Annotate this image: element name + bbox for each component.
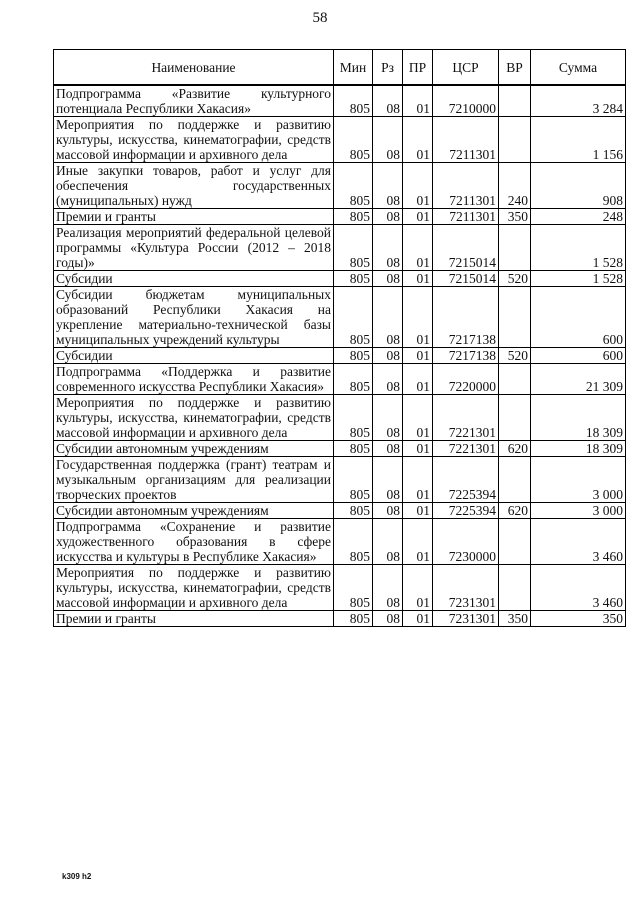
cell-rz: 08 bbox=[373, 565, 403, 611]
table-row bbox=[54, 225, 626, 271]
table-row bbox=[54, 287, 626, 348]
cell-name: Субсидии bbox=[54, 348, 334, 364]
cell-vr bbox=[499, 117, 531, 163]
cell-name: Субсидии bbox=[54, 271, 334, 287]
cell-pr: 01 bbox=[403, 441, 433, 457]
cell-rz: 08 bbox=[373, 225, 403, 271]
cell-pr: 01 bbox=[403, 287, 433, 348]
cell-csr: 7231301 bbox=[433, 565, 499, 611]
cell-pr: 01 bbox=[403, 364, 433, 395]
cell-pr: 01 bbox=[403, 395, 433, 441]
cell-sum: 3 460 bbox=[531, 565, 626, 611]
cell-csr: 7217138 bbox=[433, 287, 499, 348]
header-pr: ПР bbox=[403, 50, 433, 86]
cell-name: Субсидии автономным учреждениям bbox=[54, 503, 334, 519]
cell-min: 805 bbox=[334, 395, 373, 441]
table-row bbox=[54, 611, 626, 627]
cell-sum: 1 156 bbox=[531, 117, 626, 163]
table-row bbox=[54, 519, 626, 565]
cell-pr: 01 bbox=[403, 519, 433, 565]
cell-name: Мероприятия по поддержке и развитию культуры, искусства, кинематографии, средств массовой информации и архивного дела bbox=[54, 395, 334, 441]
cell-vr bbox=[499, 565, 531, 611]
cell-csr: 7220000 bbox=[433, 364, 499, 395]
cell-sum: 3 284 bbox=[531, 85, 626, 117]
cell-rz: 08 bbox=[373, 85, 403, 117]
header-sum: Сумма bbox=[531, 50, 626, 86]
table-header-row bbox=[54, 50, 626, 86]
cell-min: 805 bbox=[334, 225, 373, 271]
cell-rz: 08 bbox=[373, 271, 403, 287]
cell-min: 805 bbox=[334, 163, 373, 209]
table-row bbox=[54, 565, 626, 611]
table-row bbox=[54, 117, 626, 163]
cell-min: 805 bbox=[334, 117, 373, 163]
cell-min: 805 bbox=[334, 441, 373, 457]
cell-min: 805 bbox=[334, 503, 373, 519]
cell-vr: 520 bbox=[499, 348, 531, 364]
cell-sum: 600 bbox=[531, 348, 626, 364]
cell-rz: 08 bbox=[373, 287, 403, 348]
table-row bbox=[54, 348, 626, 364]
cell-rz: 08 bbox=[373, 348, 403, 364]
cell-sum: 3 000 bbox=[531, 457, 626, 503]
cell-csr: 7211301 bbox=[433, 209, 499, 225]
cell-csr: 7225394 bbox=[433, 457, 499, 503]
cell-min: 805 bbox=[334, 364, 373, 395]
cell-pr: 01 bbox=[403, 271, 433, 287]
budget-table bbox=[53, 49, 626, 627]
cell-csr: 7210000 bbox=[433, 85, 499, 117]
cell-name: Реализация мероприятий федеральной целевой программы «Культура России (2012 – 2018 годы)» bbox=[54, 225, 334, 271]
cell-sum: 908 bbox=[531, 163, 626, 209]
header-csr: ЦСР bbox=[433, 50, 499, 86]
cell-csr: 7221301 bbox=[433, 395, 499, 441]
cell-sum: 18 309 bbox=[531, 395, 626, 441]
cell-sum: 3 460 bbox=[531, 519, 626, 565]
table-row bbox=[54, 163, 626, 209]
cell-rz: 08 bbox=[373, 503, 403, 519]
cell-min: 805 bbox=[334, 519, 373, 565]
cell-rz: 08 bbox=[373, 364, 403, 395]
cell-vr: 350 bbox=[499, 209, 531, 225]
cell-pr: 01 bbox=[403, 611, 433, 627]
cell-vr bbox=[499, 457, 531, 503]
cell-name: Подпрограмма «Поддержка и развитие современного искусства Республики Хакасия» bbox=[54, 364, 334, 395]
cell-csr: 7221301 bbox=[433, 441, 499, 457]
header-min: Мин bbox=[334, 50, 373, 86]
cell-min: 805 bbox=[334, 457, 373, 503]
table-row bbox=[54, 441, 626, 457]
cell-min: 805 bbox=[334, 287, 373, 348]
cell-vr bbox=[499, 395, 531, 441]
cell-csr: 7211301 bbox=[433, 117, 499, 163]
cell-sum: 350 bbox=[531, 611, 626, 627]
cell-name: Иные закупки товаров, работ и услуг для обеспечения государственных (муниципальных) нужд bbox=[54, 163, 334, 209]
cell-csr: 7231301 bbox=[433, 611, 499, 627]
header-rz: Рз bbox=[373, 50, 403, 86]
cell-rz: 08 bbox=[373, 163, 403, 209]
cell-vr bbox=[499, 85, 531, 117]
header-vr: ВР bbox=[499, 50, 531, 86]
cell-vr: 240 bbox=[499, 163, 531, 209]
cell-min: 805 bbox=[334, 611, 373, 627]
cell-pr: 01 bbox=[403, 163, 433, 209]
cell-vr bbox=[499, 519, 531, 565]
footer-code: k309 h2 bbox=[62, 872, 92, 881]
cell-min: 805 bbox=[334, 565, 373, 611]
cell-name: Премии и гранты bbox=[54, 209, 334, 225]
table-row bbox=[54, 503, 626, 519]
cell-rz: 08 bbox=[373, 395, 403, 441]
table-row bbox=[54, 457, 626, 503]
cell-sum: 248 bbox=[531, 209, 626, 225]
cell-sum: 3 000 bbox=[531, 503, 626, 519]
cell-rz: 08 bbox=[373, 117, 403, 163]
cell-pr: 01 bbox=[403, 565, 433, 611]
cell-pr: 01 bbox=[403, 85, 433, 117]
cell-sum: 1 528 bbox=[531, 271, 626, 287]
cell-pr: 01 bbox=[403, 503, 433, 519]
cell-vr bbox=[499, 364, 531, 395]
header-name: Наименование bbox=[54, 50, 334, 86]
cell-vr: 520 bbox=[499, 271, 531, 287]
cell-pr: 01 bbox=[403, 225, 433, 271]
cell-pr: 01 bbox=[403, 457, 433, 503]
cell-rz: 08 bbox=[373, 611, 403, 627]
cell-csr: 7215014 bbox=[433, 225, 499, 271]
cell-pr: 01 bbox=[403, 209, 433, 225]
cell-sum: 600 bbox=[531, 287, 626, 348]
cell-name: Субсидии бюджетам муниципальных образований Республики Хакасия на укрепление материально-технической базы муниципальных учреждений культуры bbox=[54, 287, 334, 348]
cell-name: Мероприятия по поддержке и развитию культуры, искусства, кинематографии, средств массовой информации и архивного дела bbox=[54, 117, 334, 163]
cell-vr bbox=[499, 225, 531, 271]
cell-min: 805 bbox=[334, 85, 373, 117]
table-row bbox=[54, 85, 626, 117]
cell-rz: 08 bbox=[373, 209, 403, 225]
table-body bbox=[54, 85, 626, 627]
cell-name: Субсидии автономным учреждениям bbox=[54, 441, 334, 457]
cell-pr: 01 bbox=[403, 117, 433, 163]
cell-min: 805 bbox=[334, 348, 373, 364]
cell-rz: 08 bbox=[373, 441, 403, 457]
cell-min: 805 bbox=[334, 271, 373, 287]
cell-name: Мероприятия по поддержке и развитию культуры, искусства, кинематографии, средств массовой информации и архивного дела bbox=[54, 565, 334, 611]
table-row bbox=[54, 364, 626, 395]
cell-vr: 350 bbox=[499, 611, 531, 627]
cell-csr: 7217138 bbox=[433, 348, 499, 364]
cell-csr: 7230000 bbox=[433, 519, 499, 565]
table-row bbox=[54, 395, 626, 441]
cell-csr: 7215014 bbox=[433, 271, 499, 287]
cell-vr: 620 bbox=[499, 441, 531, 457]
cell-pr: 01 bbox=[403, 348, 433, 364]
cell-csr: 7225394 bbox=[433, 503, 499, 519]
cell-name: Подпрограмма «Развитие культурного потенциала Республики Хакасия» bbox=[54, 85, 334, 117]
cell-csr: 7211301 bbox=[433, 163, 499, 209]
cell-name: Государственная поддержка (грант) театрам и музыкальным организациям для реализации творческих проектов bbox=[54, 457, 334, 503]
cell-rz: 08 bbox=[373, 457, 403, 503]
cell-rz: 08 bbox=[373, 519, 403, 565]
cell-sum: 18 309 bbox=[531, 441, 626, 457]
cell-sum: 1 528 bbox=[531, 225, 626, 271]
table-row bbox=[54, 209, 626, 225]
cell-sum: 21 309 bbox=[531, 364, 626, 395]
cell-min: 805 bbox=[334, 209, 373, 225]
cell-vr bbox=[499, 287, 531, 348]
cell-name: Премии и гранты bbox=[54, 611, 334, 627]
table-row bbox=[54, 271, 626, 287]
cell-vr: 620 bbox=[499, 503, 531, 519]
page-number: 58 bbox=[312, 10, 328, 26]
cell-name: Подпрограмма «Сохранение и развитие художественного образования в сфере искусства и культуры в Республике Хакасия» bbox=[54, 519, 334, 565]
